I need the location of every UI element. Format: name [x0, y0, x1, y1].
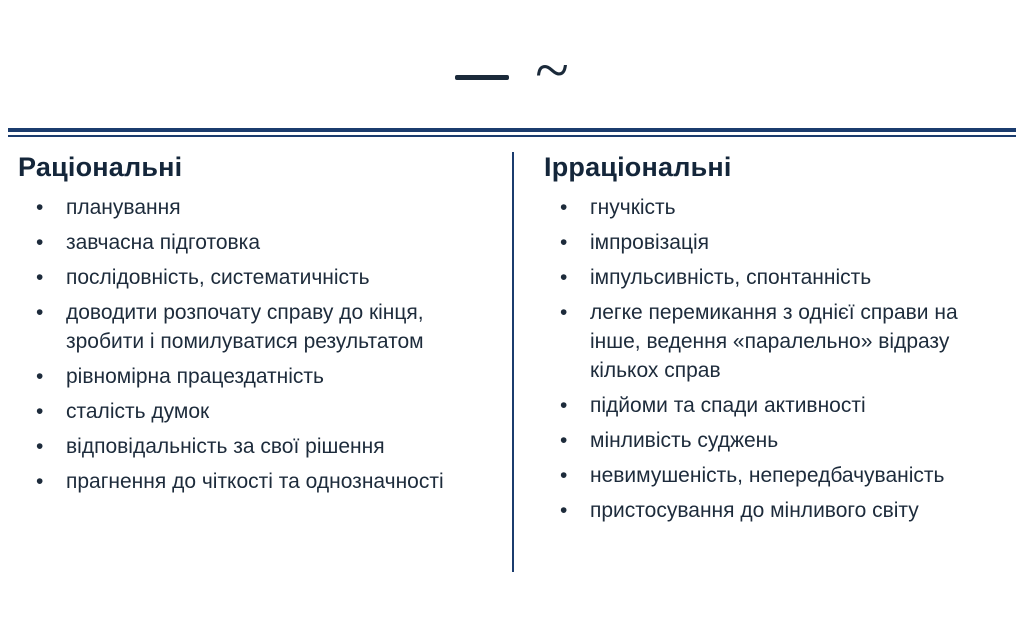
list-item — [544, 426, 1006, 455]
column-rational — [0, 152, 512, 502]
bullet-icon: • — [560, 231, 568, 254]
bullet-icon: • — [36, 400, 44, 423]
bullet-icon: • — [36, 196, 44, 219]
list-item-label: послідовність, систематичність — [66, 266, 370, 289]
column-rational-list — [18, 193, 488, 496]
list-item — [18, 467, 488, 496]
list-item — [544, 496, 1006, 525]
list-item — [18, 193, 488, 222]
list-item — [18, 228, 488, 257]
bullet-icon: • — [560, 499, 568, 522]
dash-icon — [455, 75, 509, 80]
header-divider — [8, 128, 1016, 137]
list-item-label: рівномірна працездатність — [66, 365, 324, 388]
list-item-label: пристосування до мінливого світу — [590, 499, 919, 522]
list-item — [18, 263, 488, 292]
bullet-icon: • — [560, 301, 568, 324]
symbol-row — [0, 37, 1024, 110]
list-item-label: планування — [66, 196, 181, 219]
list-item — [544, 391, 1006, 420]
bullet-icon: • — [560, 196, 568, 219]
bullet-icon: • — [36, 231, 44, 254]
column-irrational-title: Ірраціональні — [544, 152, 732, 182]
bullet-icon: • — [560, 429, 568, 452]
list-item-label: легке перемикання з однієї справи на інше, ведення «паралельно» відразу кількох справ — [590, 301, 958, 382]
list-item — [18, 397, 488, 426]
list-item-label: імпровізація — [590, 231, 710, 254]
list-item-label: завчасна підготовка — [66, 231, 261, 254]
column-irrational — [512, 152, 1024, 572]
column-irrational-list — [544, 193, 1006, 525]
bullet-icon: • — [36, 470, 44, 493]
columns-container — [0, 152, 1024, 572]
list-item-label: доводити розпочату справу до кінця, зробити і помилуватися результатом — [66, 301, 424, 353]
list-item-label: мінливість суджень — [590, 429, 779, 452]
column-rational-title: Раціональні — [18, 152, 183, 182]
bullet-icon: • — [560, 464, 568, 487]
list-item — [544, 298, 1006, 385]
divider-thin-line — [8, 135, 1016, 137]
bullet-icon: • — [36, 301, 44, 324]
list-item — [18, 362, 488, 391]
bullet-icon: • — [36, 435, 44, 458]
list-item-label: сталість думок — [66, 400, 210, 423]
bullet-icon: • — [560, 394, 568, 417]
list-item — [544, 228, 1006, 257]
tilde-icon: ~ — [535, 37, 569, 105]
bullet-icon: • — [560, 266, 568, 289]
list-item-label: підйоми та спади активності — [590, 394, 866, 417]
list-item-label: невимушеність, непередбачуваність — [590, 464, 945, 487]
list-item-label: прагнення до чіткості та однозначності — [66, 470, 444, 493]
list-item — [18, 432, 488, 461]
list-item — [544, 193, 1006, 222]
list-item-label: гнучкість — [590, 196, 676, 219]
list-item-label: імпульсивність, спонтанність — [590, 266, 872, 289]
list-item-label: відповідальність за свої рішення — [66, 435, 385, 458]
bullet-icon: • — [36, 365, 44, 388]
bullet-icon: • — [36, 266, 44, 289]
list-item — [18, 298, 488, 356]
list-item — [544, 263, 1006, 292]
list-item — [544, 461, 1006, 490]
